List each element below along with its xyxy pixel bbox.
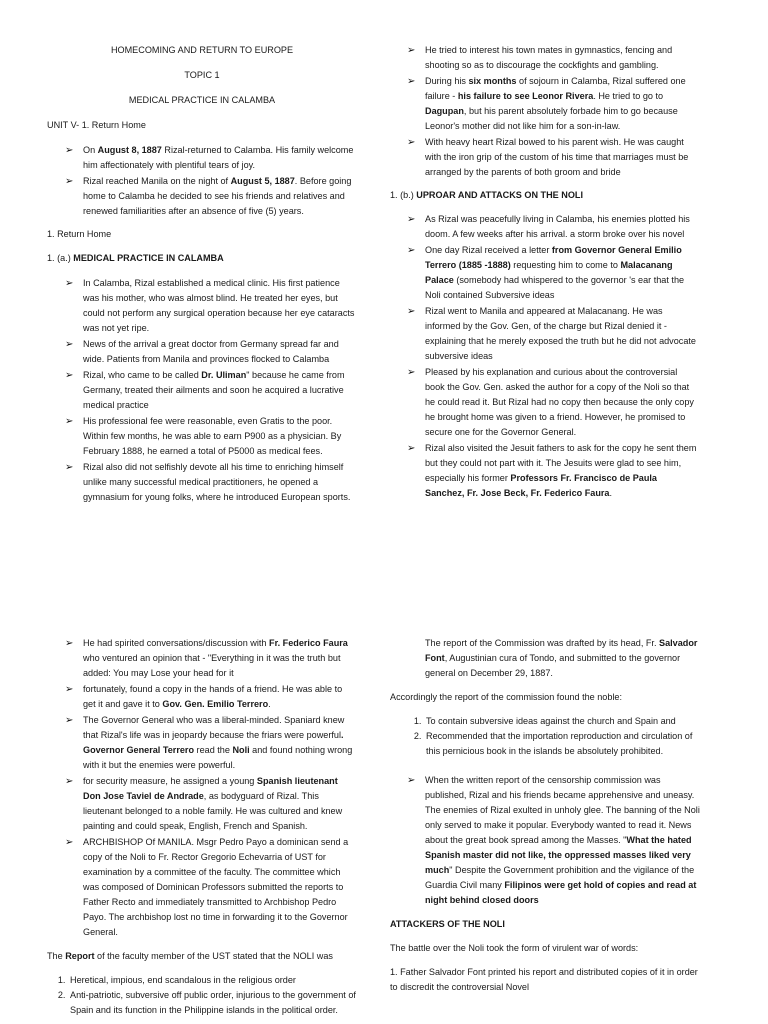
publication-bullets <box>407 773 702 908</box>
bold-text: UPROAR AND ATTACKS ON THE NOLI <box>416 190 583 200</box>
bold-text: Dagupan <box>425 106 464 116</box>
list-item <box>407 74 697 134</box>
bold-text: Report <box>65 951 95 961</box>
text-run: (somebody had whispered to the governor 's ear that the Noli contained Subversive ideas <box>425 275 685 300</box>
text-run: . Before going home to Calamba he decided to see his friends and relatives and renewed familiarities after an absence of five (5) years. <box>83 176 352 216</box>
return-bullets <box>65 143 357 219</box>
page1-left-column <box>47 43 357 506</box>
bold-text: Salvador Font <box>425 638 698 663</box>
attackers-heading: ATTACKERS OF THE NOLI <box>390 919 505 929</box>
list-item <box>65 713 357 773</box>
unit-heading: UNIT V- 1. Return Home <box>47 120 146 130</box>
list-item <box>407 43 697 73</box>
document-subtitle: MEDICAL PRACTICE IN CALAMBA <box>128 95 276 105</box>
bold-text: Dr. Uliman <box>201 370 247 380</box>
text-run: In Calamba, Rizal established a medical clinic. His first patience was his mother, who was almost blind. He treated her eyes, but could not perform any surgical operation because her eye cataracts was not yet ripe. <box>83 278 355 333</box>
list-item <box>65 774 357 834</box>
text-run: During his <box>425 76 469 86</box>
text-run: He had spirited conversations/discussion with <box>83 638 270 648</box>
topic-label: TOPIC 1 <box>184 70 220 80</box>
commission-findings <box>390 714 702 759</box>
text-run: 1. (b.) <box>390 190 417 200</box>
list-item <box>65 835 357 940</box>
bold-text: August 8, 1887 <box>97 145 162 155</box>
text-run: , but his parent absolutely forbade him to go because Leonor's mother did not like him for a son-in-law. <box>425 106 678 131</box>
battle-text: The battle over the Noli took the form of virulent war of words: <box>390 943 639 953</box>
uproar-bullets <box>407 212 697 501</box>
text-run: , Augustinian cura of Tondo, and submitted to the governor general on December 29, 1887. <box>425 653 681 678</box>
list-item <box>65 414 357 459</box>
medical-heading <box>47 251 357 266</box>
commission-intro <box>425 636 702 681</box>
text-run: His professional fee were reasonable, even Gratis to the poor. Within few months, he was able to earn P900 as a physician. By February 1888, he earned a total of P5000 as medical fees. <box>83 416 342 456</box>
text-run: Rizal went to Manila and appeared at Malacanang. He was informed by the Gov. Gen, of the charge but Rizal denied it - explaining that he merely exposed the truth but he did not advocate subversive ideas <box>425 306 696 361</box>
bold-text: Gov. Gen. Emilio Terrero <box>162 699 269 709</box>
list-item <box>407 135 697 180</box>
return-home-label: 1. Return Home <box>47 229 112 239</box>
font-item: 1. Father Salvador Font printed his report and distributed copies of it in order to discredit the controversial Novel <box>390 967 698 992</box>
text-run: fortunately, found a copy in the hands of a friend. He was able to get it and gave it to <box>83 684 343 709</box>
document-title: HOMECOMING AND RETURN TO EUROPE <box>110 45 294 55</box>
page2-right-column <box>390 636 702 995</box>
list-item <box>65 460 357 505</box>
text-run: 1. (a.) <box>47 253 74 263</box>
uproar-heading <box>390 188 697 203</box>
list-item: 2. Recommended that the importation reproduction and circulation of this pernicious book in the islands be absolutely prohibited. <box>424 729 702 759</box>
text-run: Rizal also did not selfishly devote all his time to enriching himself unlike many successful medical practitioners, he opened a gymnasium for young folks, where he introduced European sports. <box>83 462 351 502</box>
bold-text: his failure to see Leonor Rivera <box>457 91 594 101</box>
text-run: As Rizal was peacefully living in Calamba, his enemies plotted his doom. A few weeks after his arrival. a storm broke over his novel <box>425 214 690 239</box>
list-item <box>65 337 357 367</box>
list-item <box>65 368 357 413</box>
list-item <box>407 441 697 501</box>
text-run: requesting him to come to <box>510 260 621 270</box>
text-run: . <box>268 699 271 709</box>
report-intro <box>47 949 357 964</box>
text-run: of sojourn in Calamba, Rizal suffered one failure - <box>425 76 686 101</box>
text-run: of the faculty member of the UST stated that the NOLI was <box>94 951 333 961</box>
text-run: With heavy heart Rizal bowed to his parent wish. He was caught with the iron grip of the custom of his time that marriages must be arranged by the parents of both groom and bride <box>425 137 689 177</box>
text-run: . He tried to go to <box>593 91 664 101</box>
bold-text: six months <box>468 76 517 86</box>
text-run: When the written report of the censorship commission was published, Rizal and his friends became apprehensive and uneasy. The enemies of Rizal exulted in unholy glee. The banning of the Noli only served to make it popular. Everybody wanted to read it. News about the great book spread among the Masses. " <box>425 775 700 845</box>
list-item <box>65 276 357 336</box>
text-run: News of the arrival a great doctor from Germany spread far and wide. Patients from Manila and provinces flocked to Calamba <box>83 339 339 364</box>
list-item <box>407 243 697 303</box>
list-item: 1. Heretical, impious, end scandalous in the religious order <box>68 973 357 988</box>
text-run: ARCHBISHOP Of MANILA. Msgr Pedro Payo a dominican send a copy of the Noli to Fr. Rector Gregorio Echevarria of UST for examination by a committee of the faculty. The committee which was composed of Dominican Professors submitted the reports to Father Recto and immediately transmitted to Archbishop Pedro Payo. The archbishop lost no time in forwarding it to the Governor General. <box>83 837 349 937</box>
text-run: On <box>83 145 98 155</box>
page2-left-column <box>47 636 357 1018</box>
list-item <box>65 682 357 712</box>
medical-bullets <box>65 276 357 505</box>
page1-right-column <box>390 43 697 502</box>
bold-text: Fr. Federico Faura <box>269 638 348 648</box>
text-run: The report of the Commission was drafted by its head, Fr. <box>425 638 660 648</box>
text-run: Rizal, who came to be called <box>83 370 202 380</box>
text-run: He tried to interest his town mates in gymnastics, fencing and shooting so as to discourage the cockfights and gambling. <box>425 45 673 70</box>
text-run: Rizal-returned to Calamba. His family welcome him affectionately with plentiful tears of joy. <box>83 145 354 170</box>
text-run: The Governor General who was a liberal-minded. Spaniard knew that Rizal's life was in jeopardy because the friars were powerful <box>83 715 345 740</box>
bold-text: from Governor General Emilio Terrero (1885 -1888) <box>425 245 682 270</box>
bold-text: Filipinos were get hold of copies and read at night behind closed doors <box>425 880 697 905</box>
text-run: for security measure, he assigned a young <box>83 776 257 786</box>
list-item <box>407 773 702 908</box>
bold-text: Professors Fr. Francisco de Paula Sanchez, Fr. Jose Beck, Fr. Federico Faura <box>425 473 657 498</box>
text-run: Rizal also visited the Jesuit fathers to ask for the copy he sent them but they could not part with it. The Jesuits were glad to see him, especially his former <box>425 443 697 483</box>
text-run: The <box>47 951 66 961</box>
bold-text: MEDICAL PRACTICE IN CALAMBA <box>73 253 224 263</box>
list-item: 1. To contain subversive ideas against the church and Spain and <box>424 714 702 729</box>
text-run: . <box>609 488 613 498</box>
list-item <box>65 636 357 681</box>
accordingly-text: Accordingly the report of the commission found the noble: <box>390 692 623 702</box>
text-run: , as bodyguard of Rizal. This lieutenant belonged to a noble family. He was cultured and knew painting and could speak, English, French and Spanish. <box>83 791 343 831</box>
list-item <box>407 304 697 364</box>
text-run: who ventured an opinion that - "Everything in it was the truth but added: You may Lose your head for it <box>83 653 341 678</box>
bold-text: August 5, 1887 <box>230 176 295 186</box>
bold-text: Malacanang Palace <box>425 260 673 285</box>
text-run: " Despite the Government prohibition and the vigilance of the Guardia Civil many <box>425 865 695 890</box>
list-item <box>407 212 697 242</box>
bold-text: . Governor General Terrero <box>83 730 344 755</box>
text-run: read the <box>194 745 233 755</box>
bold-text: What the hated Spanish master did not like, the oppressed masses liked very much <box>425 835 692 875</box>
faura-bullets <box>65 636 357 940</box>
list-item: 2. Anti-patriotic, subversive off public order, injurious to the government of Spain and its function in the Philippine islands in the political order. <box>68 988 357 1018</box>
list-item <box>65 174 357 219</box>
report-findings <box>47 973 357 1018</box>
text-run: One day Rizal received a letter <box>425 245 552 255</box>
calamba-bullets <box>407 43 697 180</box>
list-item <box>65 143 357 173</box>
text-run: Pleased by his explanation and curious about the controversial book the Gov. Gen. asked the author for a copy of the Noli so that he could read it. But Rizal had no copy then because the only copy he brought home was given to a friend. However, he promised to secure one for the Governor General. <box>425 367 694 437</box>
text-run: Rizal reached Manila on the night of <box>83 176 231 186</box>
text-run: " because he came from Germany, treated their ailments and soon he acquired a lucrative medical practice <box>83 370 345 410</box>
text-run: and found nothing wrong with it but the enemies were powerful. <box>83 745 353 770</box>
bold-text: Spanish lieutenant Don Jose Taviel de Andrade <box>83 776 338 801</box>
list-item <box>407 365 697 440</box>
bold-text: Noli <box>232 745 250 755</box>
